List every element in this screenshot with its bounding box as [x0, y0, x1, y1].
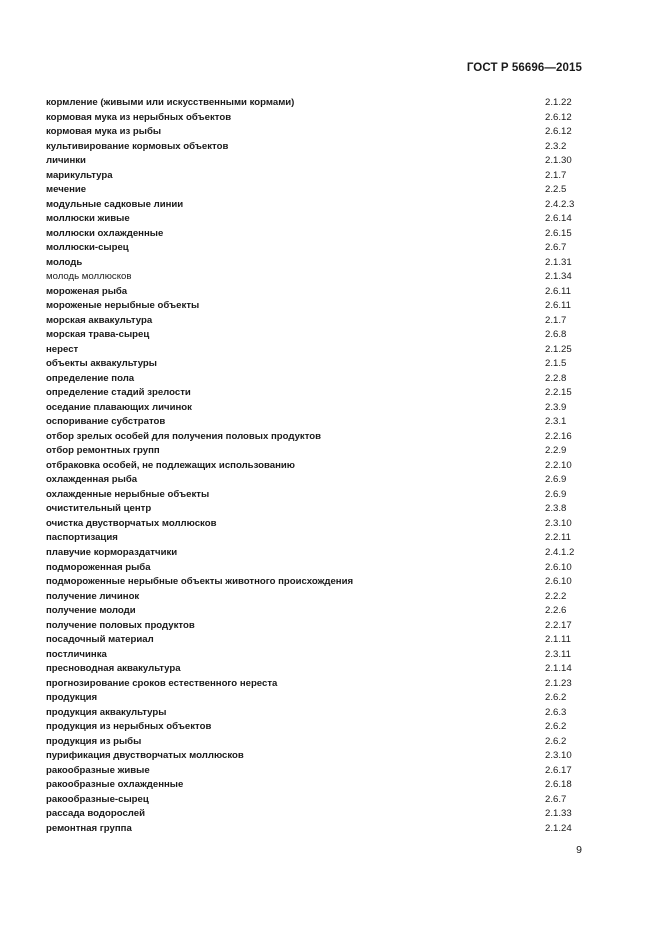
index-entry	[46, 459, 586, 474]
index-term: очистительный центр	[46, 503, 152, 515]
index-entry	[46, 648, 586, 663]
index-term: отбор ремонтных групп	[46, 445, 160, 457]
index-term: паспортизация	[46, 532, 118, 544]
index-entry	[46, 444, 586, 459]
index-term: модульные садковые линии	[46, 198, 184, 210]
index-reference: 2.3.10	[545, 750, 572, 762]
index-reference: 2.6.7	[545, 242, 567, 254]
index-entry	[46, 531, 586, 546]
index-term: культивирование кормовых объектов	[46, 140, 229, 152]
index-term: пресноводная аквакультура	[46, 663, 181, 675]
index-term: ремонтная группа	[46, 822, 132, 834]
index-entry	[46, 256, 586, 271]
index-reference: 2.1.22	[545, 97, 572, 108]
index-term: молодь	[46, 256, 83, 268]
index-entry	[46, 96, 586, 111]
index-reference: 2.6.9	[545, 474, 567, 486]
index-reference: 2.1.11	[545, 634, 571, 646]
index-entry	[46, 270, 586, 285]
index-entry	[46, 111, 586, 126]
page-number: 9	[576, 844, 582, 856]
index-entry	[46, 590, 586, 605]
index-term: мороженая рыба	[46, 285, 128, 297]
index-term: получение молоди	[46, 605, 136, 617]
index-term: мороженые нерыбные объекты	[46, 300, 200, 312]
index-term: посадочный материал	[46, 634, 154, 646]
index-reference: 2.2.16	[545, 430, 572, 442]
index-entry	[46, 662, 586, 677]
term-index-list	[46, 96, 586, 836]
index-reference: 2.1.14	[545, 663, 572, 675]
index-entry	[46, 778, 586, 793]
index-term: подмороженные нерыбные объекты животного происхождения	[46, 576, 354, 588]
index-entry	[46, 546, 586, 561]
index-entry	[46, 619, 586, 634]
index-entry	[46, 604, 586, 619]
index-entry	[46, 488, 586, 503]
index-reference: 2.6.12	[545, 126, 572, 138]
index-term: определение стадий зрелости	[46, 387, 191, 399]
index-entry	[46, 633, 586, 648]
index-term: продукция	[46, 692, 98, 704]
index-reference: 2.6.9	[545, 488, 567, 500]
index-term: молодь моллюсков	[46, 271, 132, 283]
index-term: кормление (живыми или искусственными кормами)	[46, 97, 295, 108]
index-reference: 2.4.1.2	[545, 546, 575, 558]
index-term: охлажденная рыба	[46, 474, 138, 486]
index-term: получение личинок	[46, 590, 140, 602]
index-term: ракообразные живые	[46, 764, 150, 776]
index-entry	[46, 822, 586, 837]
index-reference: 2.6.2	[545, 735, 567, 747]
index-reference: 2.6.11	[545, 300, 571, 312]
index-reference: 2.6.3	[545, 706, 567, 718]
index-entry	[46, 502, 586, 517]
index-reference: 2.2.11	[545, 532, 571, 544]
index-reference: 2.2.10	[545, 459, 572, 471]
index-term: оседание плавающих личинок	[46, 401, 192, 413]
index-reference: 2.6.10	[545, 576, 572, 588]
index-term: подмороженная рыба	[46, 561, 151, 573]
index-reference: 2.6.2	[545, 721, 567, 733]
index-entry	[46, 227, 586, 242]
index-entry	[46, 764, 586, 779]
index-entry	[46, 140, 586, 155]
index-term: продукция из нерыбных объектов	[46, 721, 212, 733]
index-entry	[46, 691, 586, 706]
index-term: кормовая мука из нерыбных объектов	[46, 111, 232, 123]
index-entry	[46, 749, 586, 764]
index-reference: 2.2.6	[545, 605, 567, 617]
index-term: моллюски живые	[46, 213, 130, 225]
index-reference: 2.6.11	[545, 285, 571, 297]
index-reference: 2.1.31	[545, 256, 572, 268]
index-reference: 2.2.5	[545, 184, 567, 196]
index-reference: 2.6.7	[545, 793, 567, 805]
index-entry	[46, 212, 586, 227]
index-reference: 2.2.15	[545, 387, 572, 399]
index-reference: 2.6.12	[545, 111, 572, 123]
index-entry	[46, 198, 586, 213]
index-reference: 2.1.23	[545, 677, 572, 689]
index-entry	[46, 285, 586, 300]
index-term: отбраковка особей, не подлежащих использованию	[46, 459, 295, 471]
index-term: прогнозирование сроков естественного нереста	[46, 677, 278, 689]
index-reference: 2.6.2	[545, 692, 567, 704]
index-reference: 2.6.18	[545, 779, 572, 791]
index-entry	[46, 125, 586, 140]
index-term: личинки	[46, 155, 86, 167]
index-reference: 2.3.2	[545, 140, 567, 152]
index-reference: 2.6.8	[545, 329, 567, 341]
index-term: ракообразные охлажденные	[46, 779, 184, 791]
index-entry	[46, 183, 586, 198]
index-term: объекты аквакультуры	[46, 358, 157, 370]
index-reference: 2.6.10	[545, 561, 572, 573]
document-header: ГОСТ Р 56696—2015	[466, 62, 582, 74]
index-term: марикультура	[46, 169, 113, 181]
index-entry	[46, 473, 586, 488]
index-reference: 2.1.7	[545, 314, 567, 326]
index-entry	[46, 328, 586, 343]
index-entry	[46, 357, 586, 372]
index-entry	[46, 372, 586, 387]
index-reference: 2.3.9	[545, 401, 567, 413]
index-term: моллюски-сырец	[46, 242, 129, 254]
index-entry	[46, 720, 586, 735]
index-reference: 2.1.25	[545, 343, 572, 355]
index-entry	[46, 561, 586, 576]
index-entry	[46, 415, 586, 430]
index-reference: 2.3.8	[545, 503, 567, 515]
index-reference: 2.2.17	[545, 619, 572, 631]
index-term: продукция из рыбы	[46, 735, 142, 747]
index-entry	[46, 735, 586, 750]
index-reference: 2.3.10	[545, 517, 572, 529]
index-entry	[46, 793, 586, 808]
index-entry	[46, 154, 586, 169]
index-term: получение половых продуктов	[46, 619, 195, 631]
index-term: мечение	[46, 184, 87, 196]
index-reference: 2.1.30	[545, 155, 572, 167]
index-entry	[46, 241, 586, 256]
index-entry	[46, 517, 586, 532]
index-reference: 2.2.2	[545, 590, 567, 602]
index-reference: 2.4.2.3	[545, 198, 575, 210]
index-reference: 2.3.1	[545, 416, 567, 428]
index-term: определение пола	[46, 372, 135, 384]
index-reference: 2.6.17	[545, 764, 572, 776]
index-reference: 2.6.14	[545, 213, 572, 225]
index-entry	[46, 343, 586, 358]
index-term: кормовая мука из рыбы	[46, 126, 162, 138]
index-term: отбор зрелых особей для получения половых продуктов	[46, 430, 322, 442]
index-entry	[46, 401, 586, 416]
index-reference: 2.2.9	[545, 445, 567, 457]
index-term: нерест	[46, 343, 79, 355]
index-entry	[46, 575, 586, 590]
index-term: ракообразные-сырец	[46, 793, 149, 805]
index-entry	[46, 299, 586, 314]
index-entry	[46, 386, 586, 401]
index-term: рассада водорослей	[46, 808, 145, 820]
index-entry	[46, 169, 586, 184]
index-term: оспоривание субстратов	[46, 416, 166, 428]
index-reference: 2.1.5	[545, 358, 567, 370]
index-term: плавучие кормораздатчики	[46, 546, 178, 558]
index-reference: 2.1.7	[545, 169, 567, 181]
index-term: морская трава-сырец	[46, 329, 150, 341]
index-entry	[46, 314, 586, 329]
index-term: морская аквакультура	[46, 314, 153, 326]
index-term: очистка двустворчатых моллюсков	[46, 517, 217, 529]
index-term: охлажденные нерыбные объекты	[46, 488, 210, 500]
index-reference: 2.3.11	[545, 648, 571, 660]
index-entry	[46, 706, 586, 721]
index-term: пурификация двустворчатых моллюсков	[46, 750, 244, 762]
index-entry	[46, 677, 586, 692]
index-reference: 2.6.15	[545, 227, 572, 239]
index-entry	[46, 807, 586, 822]
index-term: постличинка	[46, 648, 107, 660]
index-reference: 2.1.33	[545, 808, 572, 820]
index-term: продукция аквакультуры	[46, 706, 167, 718]
index-reference: 2.2.8	[545, 372, 567, 384]
index-entry	[46, 430, 586, 445]
index-reference: 2.1.34	[545, 271, 572, 283]
index-term: моллюски охлажденные	[46, 227, 164, 239]
index-reference: 2.1.24	[545, 822, 572, 834]
